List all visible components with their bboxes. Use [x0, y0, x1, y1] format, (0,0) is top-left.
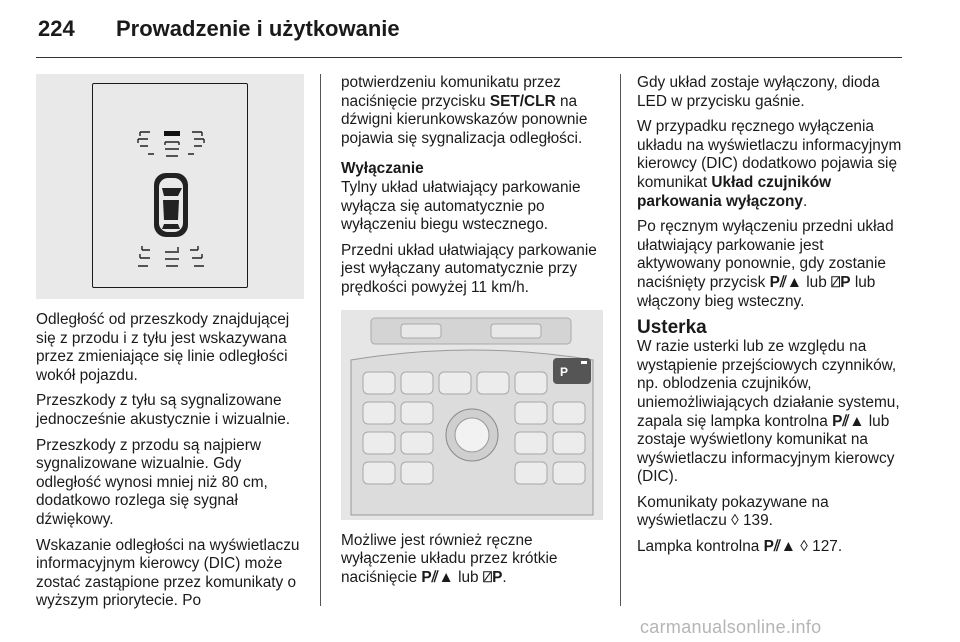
park-assist-icon: P⫽▲ — [769, 273, 802, 291]
text-run: W razie usterki lub ze względu na wystąpienie przejściowych czynników, np. oblodzenia czujników, uniemożliwiających działanie systemu, zapala się lampka kontrolna — [637, 338, 900, 430]
section-heading-fault: Usterka — [637, 317, 707, 339]
paragraph: Przeszkody z tyłu są sygnalizowane jednocześnie akustycznie i wizualnie. — [36, 392, 291, 428]
page-number: 224 — [38, 16, 75, 41]
paragraph: Przeszkody z przodu są najpierw sygnalizowane wizualnie. Gdy odległość wynosi mniej niż 80 cm, dodatkowo rozlega się sygnał dźwiękowy. — [36, 436, 268, 528]
car-icon — [154, 173, 188, 237]
parking-distance-diagram — [36, 74, 304, 299]
column-divider — [620, 74, 621, 606]
text-run: Możliwe jest również ręczne wyłączenie układu przez krótkie naciśnięcie — [341, 531, 558, 586]
paragraph — [637, 118, 905, 211]
text-run: . — [802, 192, 808, 210]
text-run: Po ręcznym wyłączeniu przedni układ ułatwiający parkowanie jest aktywowany ponownie, gdy zostanie naciśnięty przycisk — [637, 218, 894, 291]
column-1 — [36, 74, 306, 618]
text-run: W przypadku ręcznego wyłączenia układu na wyświetlaczu informacyjnym kierowcy (DIC) dodatkowo pojawia się komunikat — [637, 118, 902, 191]
section-heading-off: Wyłączanie — [341, 160, 424, 178]
paragraph — [341, 74, 603, 148]
page-title: Prowadzenie i użytkowanie — [116, 16, 400, 41]
text-run: na dźwigni kierunkowskazów ponownie pojawia się sygnalizacja odległości. — [341, 92, 588, 147]
column-divider — [320, 74, 321, 606]
text-run: lub włączony bieg wsteczny. — [637, 273, 876, 310]
park-assist-icon: P⫽▲ — [832, 412, 865, 430]
text-run: potwierdzeniu komunikatu przez naciśnięcie przycisku — [341, 74, 561, 110]
watermark: carmanualsonline.info — [640, 617, 822, 637]
text-run: lub — [453, 568, 483, 586]
text-run: Lampka kontrolna — [637, 538, 764, 556]
text-run: lub zostaje wyświetlony komunikat na wyświetlaczu informacyjnym kierowcy (DIC). — [637, 412, 895, 486]
paragraph — [341, 532, 603, 588]
paragraph — [637, 218, 905, 311]
paragraph — [637, 338, 905, 487]
paragraph: Odległość od przeszkody znajdującej się z przodu i z tyłu jest wskazywana przez zmieniające się linie odległości wokół pojazdu. — [36, 311, 290, 384]
active-distance-bar — [164, 131, 180, 136]
paragraph: Komunikaty pokazywane na wyświetlaczu ◊ 139. — [637, 493, 829, 530]
park-assist-alt-icon: ⍁P — [831, 273, 851, 291]
park-assist-icon: P⫽▲ — [421, 568, 454, 586]
column-3 — [637, 74, 905, 564]
column-2 — [341, 74, 603, 594]
text-run: lub — [801, 273, 832, 291]
parking-distance-figure — [36, 74, 304, 299]
text-run: . — [502, 568, 507, 586]
paragraph: Tylny układ ułatwiający parkowanie wyłącza się automatycznie po wyłączeniu biegu wstecznego. — [341, 178, 581, 234]
paragraph — [637, 538, 905, 557]
paragraph: Wskazanie odległości na wyświetlaczu informacyjnym kierowcy (DIC) może zostać zastąpione przez komunikaty o wyższym priorytecie. Po — [36, 536, 300, 610]
header-rule — [36, 57, 902, 58]
text-run: ◊ 127. — [796, 538, 843, 556]
paragraph: Przedni układ ułatwiający parkowanie jest wyłączany automatycznie przy prędkości powyżej 11 km/h. — [341, 241, 597, 296]
dic-message: Układ czujników parkowania wyłączony — [637, 173, 832, 210]
page-header — [36, 16, 902, 60]
set-clr-button-ref: SET/CLR — [489, 92, 556, 110]
center-console-figure — [341, 310, 603, 520]
park-assist-button-label: P — [560, 364, 569, 379]
center-console-diagram — [341, 310, 603, 520]
park-assist-alt-icon: ⍁P — [482, 568, 503, 586]
park-assist-icon: P⫽▲ — [763, 538, 796, 556]
paragraph: Gdy układ zostaje wyłączony, dioda LED w przycisku gaśnie. — [637, 74, 880, 110]
